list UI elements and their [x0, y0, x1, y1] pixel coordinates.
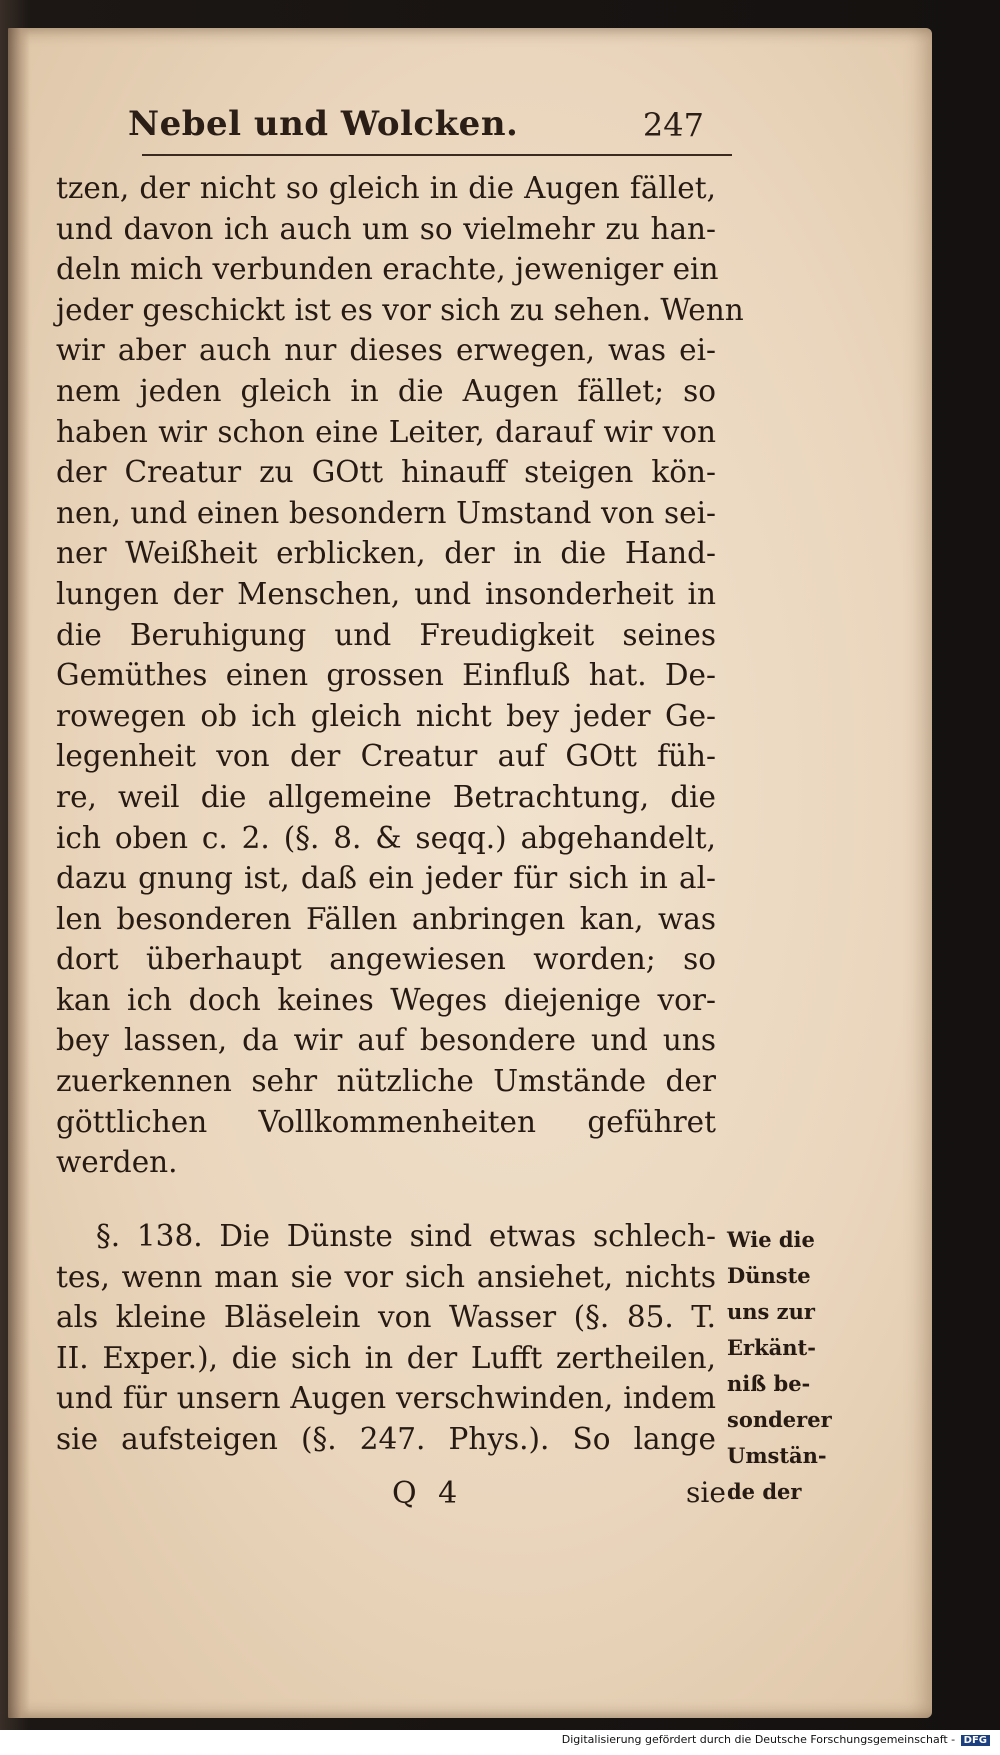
- text-line: kan ich doch keines Weges diejenige vor-: [56, 982, 716, 1017]
- text-line: jeder geschickt ist es vor sich zu sehen. Wenn: [56, 292, 744, 327]
- text-line: ich oben c. 2. (§. 8. & seqq.) abgehandelt,: [56, 820, 716, 855]
- margin-note-line: niß be-: [727, 1371, 811, 1396]
- text-line: nen, und einen besondern Umstand von sei-: [56, 495, 716, 530]
- text-line: der Creatur zu GOtt hinauff steigen kön-: [56, 455, 716, 490]
- text-line: legenheit von der Creatur auf GOtt füh-: [56, 739, 716, 774]
- text-line: nem jeden gleich in die Augen fället; so: [56, 373, 716, 408]
- margin-note-line: uns zur: [727, 1299, 815, 1324]
- margin-note-line: de der: [727, 1479, 802, 1504]
- text-line: rowegen ob ich gleich nicht bey jeder Ge-: [56, 698, 716, 733]
- text-line: dort überhaupt angewiesen worden; so: [56, 942, 716, 977]
- signature-mark: Q 4: [392, 1476, 464, 1511]
- text-line: haben wir schon eine Leiter, darauf wir von: [56, 414, 716, 449]
- page-header: [128, 96, 728, 156]
- text-line: tzen, der nicht so gleich in die Augen fället,: [56, 171, 716, 205]
- margin-note-line: Umstän-: [727, 1443, 827, 1468]
- dfg-logo-icon: DFG: [961, 1735, 990, 1746]
- text-line: len besonderen Fällen anbringen kan, was: [56, 901, 716, 936]
- margin-note-line: sonderer: [727, 1407, 832, 1432]
- main-text-block: [56, 168, 744, 1183]
- text-line: bey lassen, da wir auf besondere und uns: [56, 1023, 716, 1058]
- catchword: sie: [686, 1476, 726, 1509]
- section-line: II. Exper.), die sich in der Lufft zertheilen,: [56, 1340, 716, 1375]
- section-line: sie aufsteigen (§. 247. Phys.). So lange: [56, 1421, 716, 1456]
- text-line: lungen der Menschen, und insonderheit in: [56, 576, 716, 611]
- section-line: und für unsern Augen verschwinden, indem: [56, 1381, 716, 1416]
- section-line: als kleine Bläselein von Wasser (§. 85. T.: [56, 1300, 716, 1335]
- text-line: deln mich verbunden erachte, jeweniger ein: [56, 252, 719, 287]
- margin-note-line: Erkänt-: [727, 1335, 816, 1360]
- section-138-text: [56, 1216, 716, 1460]
- text-line: die Beruhigung und Freudigkeit seines: [56, 617, 716, 652]
- text-line: werden.: [56, 1145, 178, 1180]
- funding-credit: [562, 1733, 990, 1746]
- text-line: wir aber auch nur dieses erwegen, was ei-: [56, 333, 716, 368]
- section-line: §. 138. Die Dünste sind etwas schlech-: [96, 1219, 716, 1253]
- margin-note: [727, 1222, 857, 1510]
- running-title: Nebel und Wolcken.: [128, 104, 519, 144]
- text-line: dazu gnung ist, daß ein jeder für sich in al-: [56, 861, 716, 896]
- text-line: Gemüthes einen grossen Einfluß hat. De-: [56, 658, 716, 693]
- text-line: und davon ich auch um so vielmehr zu han-: [56, 211, 716, 246]
- text-line: göttlichen Vollkommenheiten geführet: [56, 1104, 716, 1139]
- margin-note-line: Wie die: [727, 1227, 815, 1252]
- page-gutter: [8, 28, 30, 1718]
- text-line: zuerkennen sehr nützliche Umstände der: [56, 1064, 716, 1099]
- text-line: ner Weißheit erblicken, der in die Hand-: [56, 536, 716, 571]
- margin-note-line: Dünste: [727, 1263, 811, 1288]
- page-number: 247: [642, 106, 704, 144]
- header-rule: [142, 154, 732, 156]
- credit-text: Digitalisierung gefördert durch die Deutsche Forschungsgemeinschaft -: [561, 1733, 956, 1746]
- text-line: re, weil die allgemeine Betrachtung, die: [56, 779, 716, 814]
- section-line: tes, wenn man sie vor sich ansiehet, nichts: [56, 1259, 716, 1294]
